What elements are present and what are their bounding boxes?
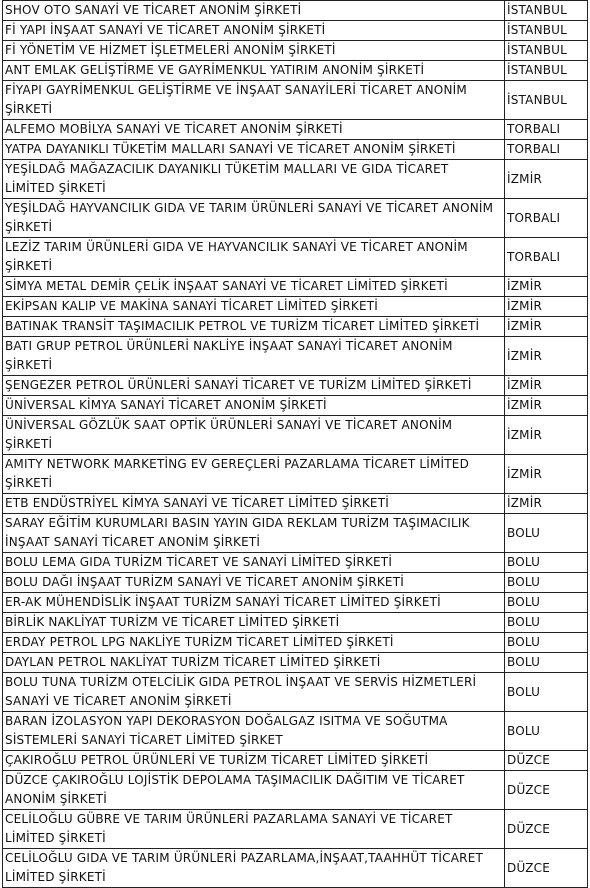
company-name-cell: ÜNİVERSAL GÖZLÜK SAAT OPTİK ÜRÜNLERİ SANAYİ VE TİCARET ANONİM ŞİRKETİ (3, 416, 505, 455)
city-cell: TORBALI (505, 238, 588, 277)
table-row (3, 277, 588, 297)
table-row (3, 297, 588, 317)
company-name-cell: BOLU LEMA GIDA TURİZM TİCARET VE SANAYİ LİMİTED ŞİRKETİ (3, 553, 505, 573)
city-cell: İZMİR (505, 455, 588, 494)
table-row (3, 41, 588, 61)
company-name-cell: BARAN İZOLASYON YAPI DEKORASYON DOĞALGAZ ISITMA VE SOĞUTMA SİSTEMLERİ SANAYİ TİCARET LİMİTED ŞİRKET (3, 712, 505, 751)
company-name-cell: BOLU TUNA TURİZM OTELCİLİK GIDA PETROL İNŞAAT VE SERVİS HİZMETLERİ SANAYİ VE TİCARET ANONİM ŞİRKETİ (3, 673, 505, 712)
city-cell: BOLU (505, 653, 588, 673)
city-cell: DÜZCE (505, 849, 588, 888)
city-cell: İSTANBUL (505, 81, 588, 120)
city-cell: İZMİR (505, 160, 588, 199)
table-row (3, 810, 588, 849)
table-row (3, 1, 588, 21)
company-name-cell: ER-AK MÜHENDİSLİK İNŞAAT TURİZM SANAYİ TİCARET LİMİTED ŞİRKETİ (3, 593, 505, 613)
company-name-cell: DÜZCE ÇAKIROĞLU LOJİSTİK DEPOLAMA TAŞIMACILIK DAĞITIM VE TİCARET ANONİM ŞİRKETİ (3, 771, 505, 810)
company-name-cell: ERDAY PETROL LPG NAKLİYE TURİZM TİCARET LİMİTED ŞİRKETİ (3, 633, 505, 653)
city-cell: BOLU (505, 633, 588, 653)
company-name-cell: BİRLİK NAKLİYAT TURİZM VE TİCARET LİMİTED ŞİRKETİ (3, 613, 505, 633)
city-cell: İZMİR (505, 376, 588, 396)
city-cell: İZMİR (505, 337, 588, 376)
table-row (3, 573, 588, 593)
table-row (3, 593, 588, 613)
city-cell: İZMİR (505, 416, 588, 455)
city-cell: İSTANBUL (505, 41, 588, 61)
company-name-cell: CELİLOĞLU GÜBRE VE TARIM ÜRÜNLERİ PAZARLAMA SANAYİ VE TİCARET LİMİTED ŞİRKETİ (3, 810, 505, 849)
company-name-cell: SARAY EĞİTİM KURUMLARI BASIN YAYIN GIDA REKLAM TURİZM TAŞIMACILIK İNŞAAT SANAYİ TİCARET ANONİM ŞİRKETİ (3, 514, 505, 553)
company-name-cell: ÇAKIROĞLU PETROL ÜRÜNLERİ VE TURİZM TİCARET LİMİTED ŞİRKETİ (3, 751, 505, 771)
table-row (3, 653, 588, 673)
table-row (3, 673, 588, 712)
city-cell: İZMİR (505, 494, 588, 514)
company-name-cell: LEZİZ TARIM ÜRÜNLERİ GIDA VE HAYVANCILIK SANAYİ VE TİCARET ANONİM ŞİRKETİ (3, 238, 505, 277)
city-cell: BOLU (505, 613, 588, 633)
table-row (3, 613, 588, 633)
table-row (3, 317, 588, 337)
city-cell: İZMİR (505, 277, 588, 297)
company-table-body (3, 1, 588, 888)
company-name-cell: YEŞİLDAĞ HAYVANCILIK GIDA VE TARIM ÜRÜNLERİ SANAYİ VE TİCARET ANONİM ŞİRKETİ (3, 199, 505, 238)
company-name-cell: ŞENGEZER PETROL ÜRÜNLERİ SANAYİ TİCARET VE TURİZM LİMİTED ŞİRKETİ (3, 376, 505, 396)
company-name-cell: Fİ YAPI İNŞAAT SANAYİ VE TİCARET ANONİM ŞİRKETİ (3, 21, 505, 41)
city-cell: BOLU (505, 712, 588, 751)
city-cell: DÜZCE (505, 810, 588, 849)
table-row (3, 712, 588, 751)
table-row (3, 849, 588, 888)
company-name-cell: Fİ YÖNETİM VE HİZMET İŞLETMELERİ ANONİM ŞİRKETİ (3, 41, 505, 61)
table-row (3, 455, 588, 494)
table-row (3, 416, 588, 455)
city-cell: TORBALI (505, 140, 588, 160)
city-cell: BOLU (505, 553, 588, 573)
table-row (3, 140, 588, 160)
table-row (3, 771, 588, 810)
table-row (3, 376, 588, 396)
table-row (3, 238, 588, 277)
company-name-cell: FİYAPI GAYRİMENKUL GELİŞTİRME VE İNŞAAT SANAYİLERİ TİCARET ANONİM ŞİRKETİ (3, 81, 505, 120)
table-row (3, 494, 588, 514)
city-cell: İZMİR (505, 297, 588, 317)
table-row (3, 199, 588, 238)
table-row (3, 514, 588, 553)
city-cell: BOLU (505, 593, 588, 613)
company-name-cell: ALFEMO MOBİLYA SANAYİ VE TİCARET ANONİM ŞİRKETİ (3, 120, 505, 140)
city-cell: İSTANBUL (505, 1, 588, 21)
company-table (2, 0, 588, 888)
company-name-cell: AMITY NETWORK MARKETİNG EV GEREÇLERİ PAZARLAMA TİCARET LİMİTED ŞİRKETİ (3, 455, 505, 494)
company-name-cell: BOLU DAĞI İNŞAAT TURİZM SANAYİ VE TİCARET ANONİM ŞİRKETİ (3, 573, 505, 593)
table-row (3, 61, 588, 81)
table-row (3, 553, 588, 573)
city-cell: İSTANBUL (505, 21, 588, 41)
company-name-cell: ANT EMLAK GELİŞTİRME VE GAYRİMENKUL YATIRIM ANONİM ŞİRKETİ (3, 61, 505, 81)
table-row (3, 633, 588, 653)
city-cell: BOLU (505, 673, 588, 712)
table-row (3, 751, 588, 771)
city-cell: BOLU (505, 573, 588, 593)
company-name-cell: SİMYA METAL DEMİR ÇELİK İNŞAAT SANAYİ VE TİCARET LİMİTED ŞİRKETİ (3, 277, 505, 297)
city-cell: BOLU (505, 514, 588, 553)
company-name-cell: BATI GRUP PETROL ÜRÜNLERİ NAKLİYE İNŞAAT SANAYİ TİCARET ANONİM ŞİRKETİ (3, 337, 505, 376)
company-name-cell: BATINAK TRANSİT TAŞIMACILIK PETROL VE TURİZM TİCARET LİMİTED ŞİRKETİ (3, 317, 505, 337)
company-name-cell: DAYLAN PETROL NAKLİYAT TURİZM TİCARET LİMİTED ŞİRKETİ (3, 653, 505, 673)
company-name-cell: EKİPSAN KALIP VE MAKİNA SANAYİ TİCARET LİMİTED ŞİRKETİ (3, 297, 505, 317)
table-row (3, 120, 588, 140)
table-row (3, 81, 588, 120)
company-name-cell: YEŞİLDAĞ MAĞAZACILIK DAYANIKLI TÜKETİM MALLARI VE GIDA TİCARET LİMİTED ŞİRKETİ (3, 160, 505, 199)
city-cell: İSTANBUL (505, 61, 588, 81)
company-name-cell: CELİLOĞLU GIDA VE TARIM ÜRÜNLERİ PAZARLAMA,İNŞAAT,TAAHHÜT TİCARET LİMİTED ŞİRKETİ (3, 849, 505, 888)
company-name-cell: ÜNİVERSAL KİMYA SANAYİ TİCARET ANONİM ŞİRKETİ (3, 396, 505, 416)
city-cell: DÜZCE (505, 751, 588, 771)
company-name-cell: ETB ENDÜSTRİYEL KİMYA SANAYİ VE TİCARET LİMİTED ŞİRKETİ (3, 494, 505, 514)
table-row (3, 396, 588, 416)
table-row (3, 21, 588, 41)
city-cell: İZMİR (505, 396, 588, 416)
company-name-cell: SHOV OTO SANAYİ VE TİCARET ANONİM ŞİRKETİ (3, 1, 505, 21)
city-cell: DÜZCE (505, 771, 588, 810)
city-cell: İZMİR (505, 317, 588, 337)
city-cell: TORBALI (505, 120, 588, 140)
table-row (3, 337, 588, 376)
city-cell: TORBALI (505, 199, 588, 238)
company-name-cell: YATPA DAYANIKLI TÜKETİM MALLARI SANAYİ VE TİCARET ANONİM ŞİRKETİ (3, 140, 505, 160)
table-row (3, 160, 588, 199)
